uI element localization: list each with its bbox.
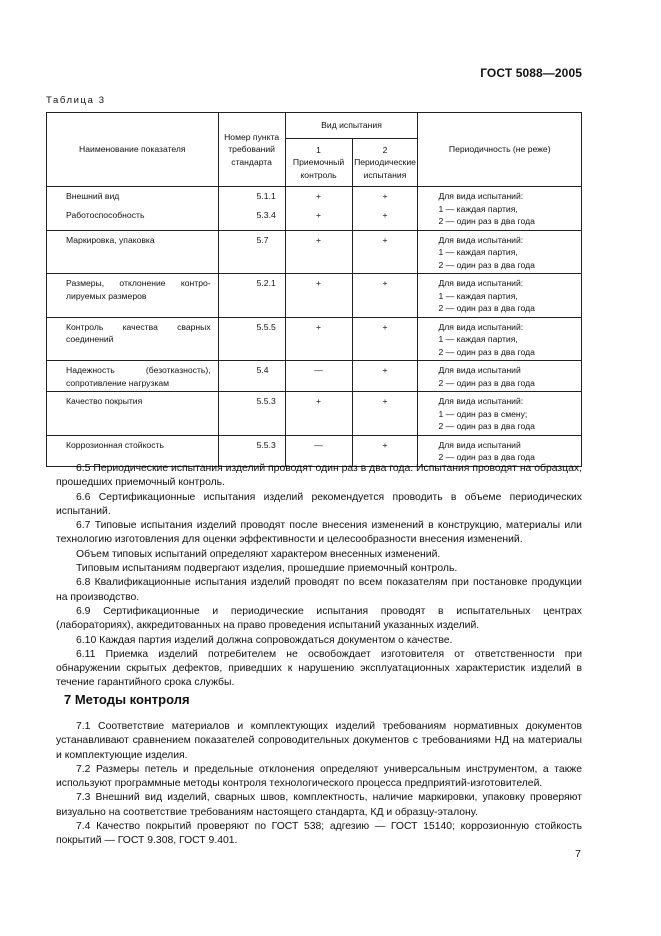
row-name: Контроль качества сварных соединений <box>47 317 219 361</box>
section-7-title: 7 Методы контроля <box>64 692 190 707</box>
row-name: Надежность (безотказность), сопротивление нагрузкам <box>47 361 219 392</box>
paragraph: 6.7 Типовые испытания изделий проводят после внесения изменений в конструкцию, материалы или технологию изготовления для оценки эффективности и целесообразности внесения изменений. <box>56 520 582 546</box>
paragraph: 6.8 Квалификационные испытания изделий проводят по всем показателям при постановке продукции на производство. <box>56 577 582 603</box>
col-header-test-type: Вид испытания <box>285 113 418 139</box>
row-acceptance: — <box>285 435 352 466</box>
section-6-paragraphs <box>56 462 582 691</box>
row-periodic: + <box>352 361 418 392</box>
table-row <box>47 317 582 361</box>
row-clause: 5.5.3 <box>218 435 285 466</box>
row-name: Работоспособность <box>47 206 219 230</box>
paragraph: 7.4 Качество покрытий проверяют по ГОСТ 538; адгезию — ГОСТ 15140; коррозионную стойкость покрытий — ГОСТ 9.308, ГОСТ 9.401. <box>56 821 582 847</box>
row-name: Качество покрытия <box>47 392 219 436</box>
paragraph: 6.9 Сертификационные и периодические испытания проводят в испытательных центрах (лабораториях), аккредитованных на право проведения испытаний указанных изделий. <box>56 605 582 632</box>
row-periodic: + <box>352 317 418 361</box>
row-acceptance: — <box>285 361 352 392</box>
col-header-periodic: 2 Периодические испытания <box>352 139 418 187</box>
row-periodicity: Для вида испытаний: 1 — каждая партия, 2 — один раз в два года <box>418 230 582 274</box>
row-acceptance: + <box>285 230 352 274</box>
paragraph: Объем типовых испытаний определяют характером внесенных изменений. <box>76 548 441 560</box>
row-periodicity: Для вида испытаний: 1 — каждая партия, 2 — один раз в два года <box>418 317 582 361</box>
paragraph: 6.10 Каждая партия изделий должна сопровождаться документом о качестве. <box>76 634 453 646</box>
row-periodic: + <box>352 274 418 318</box>
row-acceptance: + <box>285 187 352 207</box>
row-periodic: + <box>352 392 418 436</box>
row-name: Коррозионная стойкость <box>47 435 219 466</box>
paragraph: 7.3 Внешний вид изделий, сварных швов, комплектность, наличие маркировки, упаковку проверяют визуально на соответствие требованиям настоящего стандарта, КД и образцу-эталону. <box>56 792 582 818</box>
paragraph: Типовым испытаниям подвергают изделия, прошедшие приемочный контроль. <box>76 563 458 575</box>
row-clause: 5.5.5 <box>218 317 285 361</box>
standard-header: ГОСТ 5088—2005 <box>480 66 582 80</box>
col-header-acceptance: 1 Приемочный контроль <box>285 139 352 187</box>
row-name: Размеры, отклонение контро- лируемых размеров <box>47 274 219 318</box>
page-number: 7 <box>575 848 581 860</box>
row-acceptance: + <box>285 317 352 361</box>
paragraph: 7.2 Размеры петель и предельные отклонения определяют универсальным инструментом, а также используют программные методы контроля технологического процесса предприятий-изготовителей. <box>56 763 582 790</box>
row-acceptance: + <box>285 392 352 436</box>
row-periodicity: Для вида испытаний 2 — один раз в два года <box>418 361 582 392</box>
row-name: Внешний вид <box>47 187 219 207</box>
table-3 <box>46 112 582 467</box>
row-clause: 5.1.1 <box>218 187 285 207</box>
row-periodic: + <box>352 206 418 230</box>
table-row <box>47 274 582 318</box>
table-row <box>47 230 582 274</box>
row-clause: 5.7 <box>218 230 285 274</box>
row-name: Маркировка, упаковка <box>47 230 219 274</box>
paragraph: 6.5 Периодические испытания изделий проводят один раз в два года. Испытания проводят на образцах, прошедших приемочный контроль. <box>56 463 582 489</box>
row-clause: 5.3.4 <box>218 206 285 230</box>
row-periodicity: Для вида испытаний 2 — один раз в два года <box>418 435 582 466</box>
row-periodic: + <box>352 187 418 207</box>
table-row <box>47 392 582 436</box>
row-periodic: + <box>352 230 418 274</box>
table-row <box>47 187 582 207</box>
row-periodicity: Для вида испытаний: 1 — каждая партия, 2 — один раз в два года <box>418 187 582 231</box>
row-periodicity: Для вида испытаний: 1 — один раз в смену; 2 — один раз в два года <box>418 392 582 436</box>
col-header-name: Наименование показателя <box>47 113 219 187</box>
col-header-periodicity: Периодичность (не реже) <box>418 113 582 187</box>
table-row <box>47 361 582 392</box>
row-clause: 5.2.1 <box>218 274 285 318</box>
row-acceptance: + <box>285 206 352 230</box>
row-periodicity: Для вида испытаний: 1 — каждая партия, 2 — один раз в два года <box>418 274 582 318</box>
row-periodic: + <box>352 435 418 466</box>
section-7-paragraphs <box>56 720 582 849</box>
paragraph: 6.11 Приемка изделий потребителем не освобождает изготовителя от ответственности при обнаружении скрытых дефектов, приведших к нарушению эксплуатационных характеристик изделий в течение гарантийного срока службы. <box>56 648 582 689</box>
table-caption: Таблица 3 <box>46 95 106 106</box>
row-acceptance: + <box>285 274 352 318</box>
row-clause: 5.5.3 <box>218 392 285 436</box>
paragraph: 6.6 Сертификационные испытания изделий рекомендуется проводить в объеме периодических испытаний. <box>56 491 582 517</box>
row-clause: 5.4 <box>218 361 285 392</box>
col-header-clause: Номер пункта требований стандарта <box>218 113 285 187</box>
paragraph: 7.1 Соответствие материалов и комплектующих изделий требованиям нормативных документов устанавливают сравнением показателей сопроводительных документов с требованиями НД на материалы и комплектующие изделия. <box>56 721 582 761</box>
